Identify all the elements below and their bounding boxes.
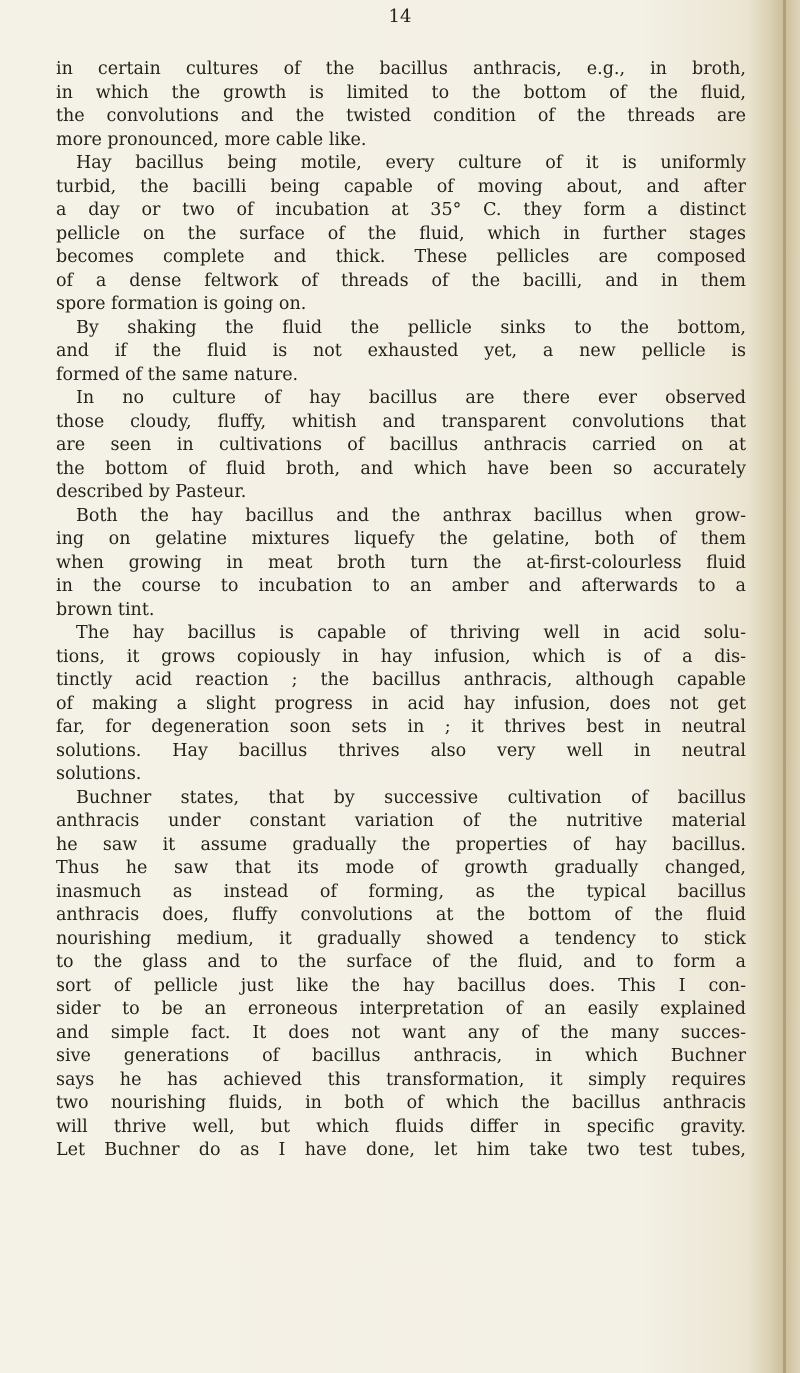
text-line: tions, it grows copiously in hay infusion, which is of a dis- bbox=[56, 646, 746, 667]
text-line: in the course to incubation to an amber and afterwards to a bbox=[56, 576, 746, 596]
text-line: sive generations of bacillus anthracis, in which Buchner bbox=[56, 1046, 746, 1066]
text-line: of a dense feltwork of threads of the bacilli, and in them bbox=[56, 270, 746, 291]
body-text bbox=[56, 58, 746, 1163]
text-line: sort of pellicle just like the hay bacillus does. This I con- bbox=[56, 975, 746, 996]
text-line: turbid, the bacilli being capable of moving about, and after bbox=[56, 176, 746, 197]
text-line: far, for degeneration soon sets in ; it thrives best in neutral bbox=[56, 717, 746, 737]
text-line: more pronounced, more cable like. bbox=[56, 129, 367, 150]
text-line: nourishing medium, it gradually showed a tendency to stick bbox=[56, 928, 746, 949]
text-line: when growing in meat broth turn the at-first-colourless fluid bbox=[56, 552, 746, 573]
page-gutter-shadow bbox=[748, 0, 800, 1373]
text-line: he saw it assume gradually the properties of hay bacillus. bbox=[56, 834, 746, 855]
text-line: a day or two of incubation at 35° C. they form a distinct bbox=[56, 200, 746, 220]
text-line: Both the hay bacillus and the anthrax bacillus when grow- bbox=[76, 505, 746, 526]
text-line: In no culture of hay bacillus are there ever observed bbox=[76, 388, 746, 408]
text-line: The hay bacillus is capable of thriving well in acid solu- bbox=[76, 623, 746, 643]
text-line: solutions. Hay bacillus thrives also very well in neutral bbox=[56, 740, 746, 761]
text-line: Let Buchner do as I have done, let him take two test tubes, bbox=[56, 1140, 746, 1160]
text-line: sider to be an erroneous interpretation of an easily explained bbox=[56, 999, 746, 1019]
text-line: anthracis under constant variation of the nutritive material bbox=[56, 811, 746, 831]
text-line: and if the fluid is not exhausted yet, a new pellicle is bbox=[56, 341, 746, 361]
text-line: will thrive well, but which fluids differ in specific gravity. bbox=[56, 1116, 746, 1137]
page-number: 14 bbox=[388, 6, 412, 27]
text-line: Thus he saw that its mode of growth gradually changed, bbox=[56, 858, 746, 878]
text-line: says he has achieved this transformation, it simply requires bbox=[56, 1069, 746, 1090]
text-line: spore formation is going on. bbox=[56, 294, 307, 314]
text-line: two nourishing fluids, in both of which the bacillus anthracis bbox=[56, 1093, 746, 1113]
text-line: tinctly acid reaction ; the bacillus anthracis, although capable bbox=[56, 670, 746, 690]
text-line: and simple fact. It does not want any of the many succes- bbox=[56, 1022, 746, 1043]
text-line: described by Pasteur. bbox=[56, 482, 247, 502]
text-line: brown tint. bbox=[56, 599, 155, 620]
text-line: the convolutions and the twisted condition of the threads are bbox=[56, 106, 746, 126]
text-line: to the glass and to the surface of the fluid, and to form a bbox=[56, 952, 746, 972]
text-line: By shaking the fluid the pellicle sinks to the bottom, bbox=[76, 317, 746, 338]
text-line: Buchner states, that by successive cultivation of bacillus bbox=[76, 787, 746, 808]
text-line: of making a slight progress in acid hay infusion, does not get bbox=[56, 693, 746, 714]
text-line: the bottom of fluid broth, and which have been so accurately bbox=[56, 458, 746, 479]
text-line: solutions. bbox=[56, 764, 142, 784]
text-line: ing on gelatine mixtures liquefy the gelatine, both of them bbox=[56, 529, 746, 549]
text-line: in which the growth is limited to the bottom of the fluid, bbox=[56, 82, 746, 103]
text-line: Hay bacillus being motile, every culture of it is uniformly bbox=[76, 153, 746, 173]
text-line: in certain cultures of the bacillus anthracis, e.g., in broth, bbox=[56, 59, 746, 79]
text-line: pellicle on the surface of the fluid, which in further stages bbox=[56, 223, 746, 244]
text-line: becomes complete and thick. These pellicles are composed bbox=[56, 247, 746, 267]
text-line: those cloudy, fluffy, whitish and transparent convolutions that bbox=[56, 411, 746, 432]
text-line: inasmuch as instead of forming, as the typical bacillus bbox=[56, 881, 746, 902]
text-line: formed of the same nature. bbox=[56, 364, 299, 385]
text-line: are seen in cultivations of bacillus anthracis carried on at bbox=[56, 435, 746, 455]
text-line: anthracis does, fluffy convolutions at the bottom of the fluid bbox=[56, 905, 746, 925]
page-gutter-line bbox=[783, 0, 786, 1373]
